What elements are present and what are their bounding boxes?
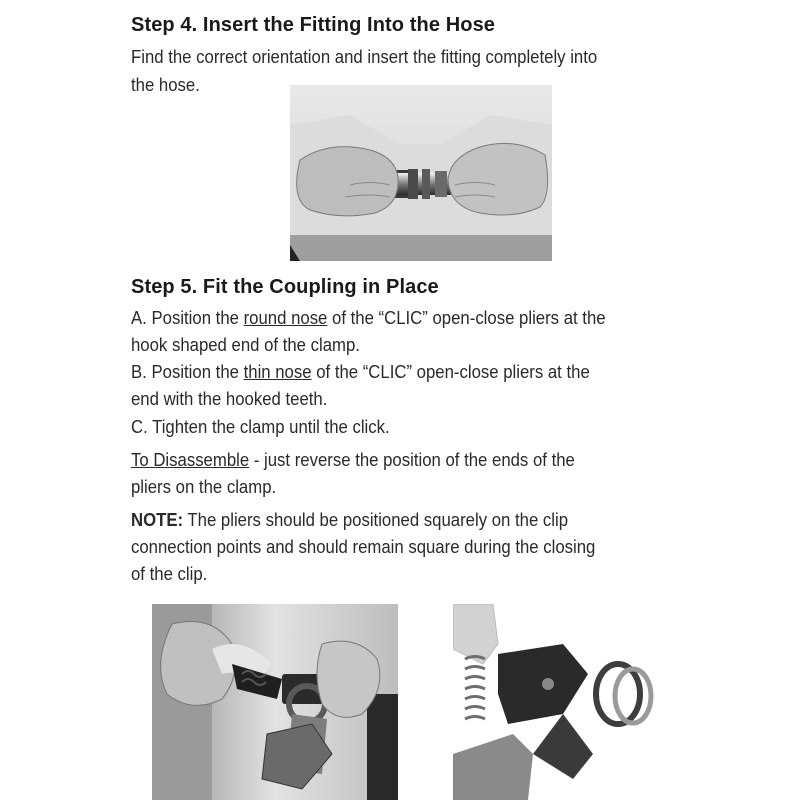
step5-b-line2: end with the hooked teeth. <box>131 389 328 409</box>
disassemble-label: To Disassemble <box>131 450 250 470</box>
note-line2: connection points and should remain square during the closing <box>131 537 596 557</box>
note-label: NOTE: <box>131 510 184 530</box>
round-nose-term: round nose <box>243 308 328 328</box>
hands-inserting-fitting-photo <box>290 85 552 261</box>
step5-c: C. Tighten the clamp until the click. <box>131 417 390 437</box>
thin-nose-term: thin nose <box>243 362 312 382</box>
step4-text-line1: Find the correct orientation and insert the fitting completely into <box>131 47 598 67</box>
step4-text-line2: the hose. <box>131 75 200 95</box>
step5-title: Step 5. Fit the Coupling in Place <box>131 276 439 298</box>
step5-a-line1: A. Position the round nose of the “CLIC” open-close pliers at the <box>131 308 606 328</box>
pliers-closeup-photo <box>453 604 655 800</box>
step4-title: Step 4. Insert the Fitting Into the Hose <box>131 14 496 36</box>
disassemble-line1: To Disassemble - just reverse the position of the ends of the <box>131 450 575 470</box>
disassemble-line2: pliers on the clamp. <box>131 477 277 497</box>
hands-using-pliers-photo <box>152 604 398 800</box>
note-line1: NOTE: The pliers should be positioned squarely on the clip <box>131 510 569 530</box>
step5-a-line2: hook shaped end of the clamp. <box>131 335 360 355</box>
step5-b-line1: B. Position the thin nose of the “CLIC” open-close pliers at the <box>131 362 590 382</box>
note-line3: of the clip. <box>131 564 208 584</box>
